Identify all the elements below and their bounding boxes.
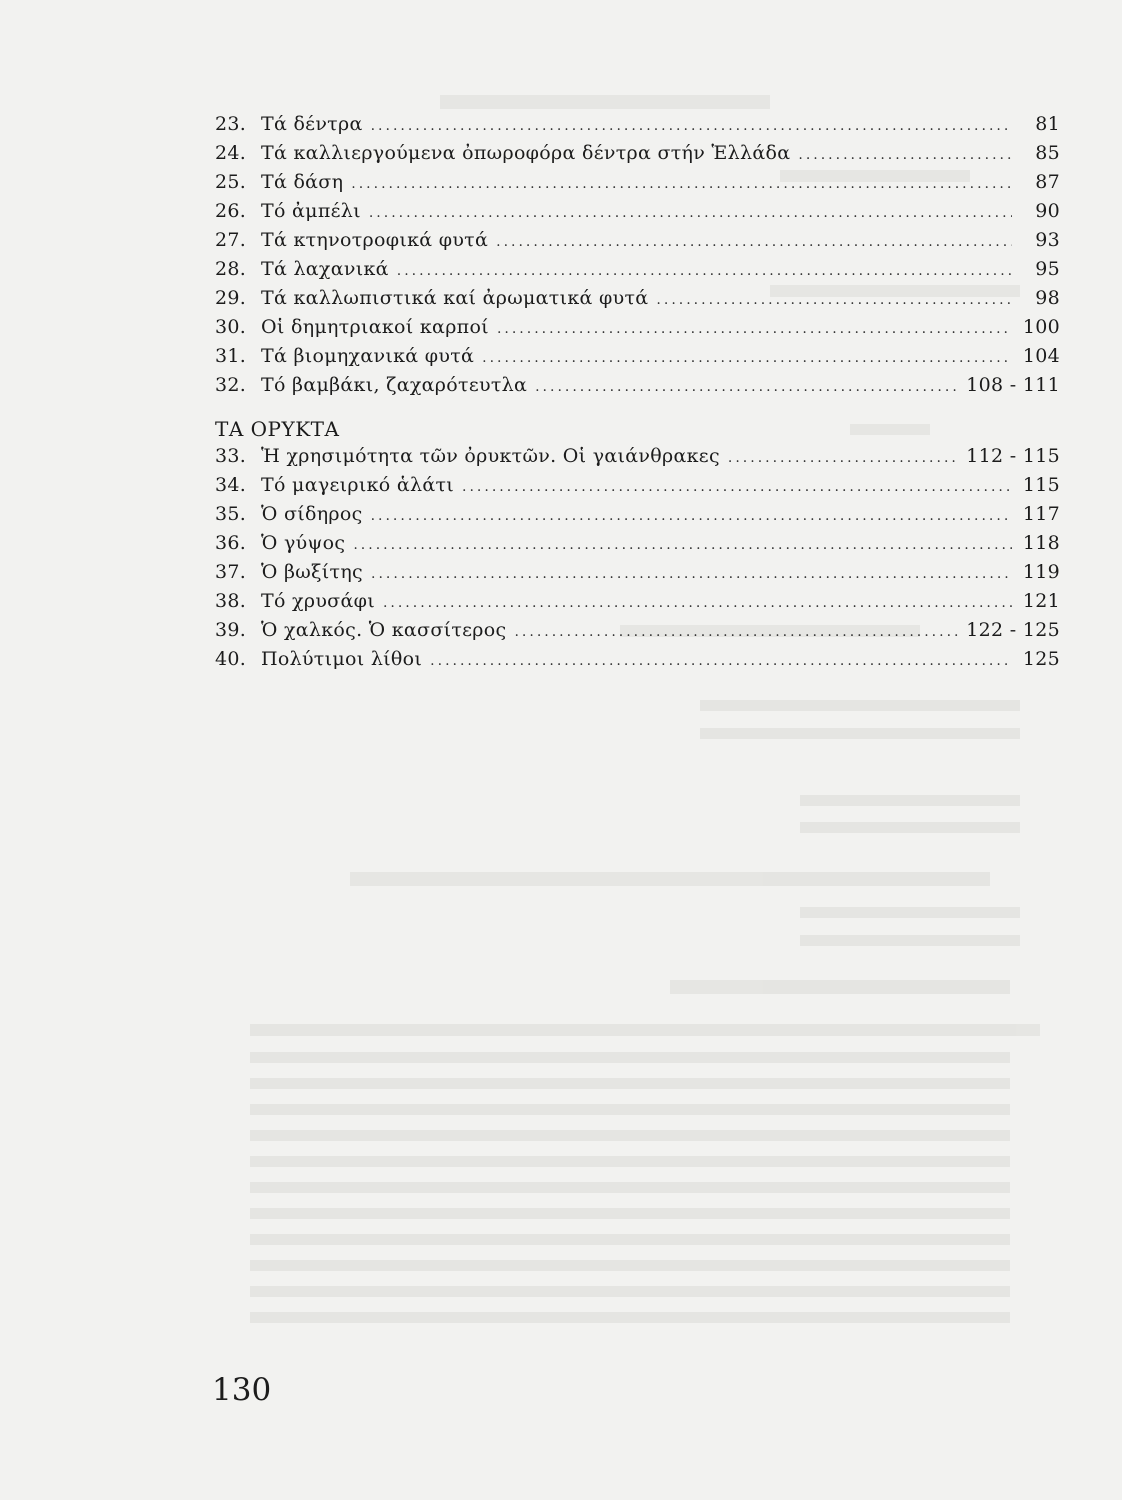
entry-number: 23. <box>215 113 247 135</box>
dot-leader <box>482 350 1012 366</box>
dot-leader <box>497 321 1012 337</box>
toc-entry <box>215 445 1060 474</box>
entry-number: 25. <box>215 171 247 193</box>
toc-entry <box>215 200 1060 229</box>
entry-page: 90 <box>1035 200 1060 222</box>
dot-leader <box>728 450 958 466</box>
entry-page: 122 - 125 <box>966 619 1060 641</box>
dot-leader <box>798 147 1012 163</box>
entry-title: Ἡ χρησιμότητα τῶν ὀρυκτῶν. Οἱ γαιάνθρακες <box>261 445 720 467</box>
entry-page: 85 <box>1035 142 1060 164</box>
entry-number: 37. <box>215 561 247 583</box>
entry-title: Ὁ χαλκός. Ὁ κασσίτερος <box>261 619 507 641</box>
toc-entry <box>215 503 1060 532</box>
entry-title: Τό βαμβάκι, ζαχαρότευτλα <box>261 374 528 396</box>
entry-title: Τό χρυσάφι <box>261 590 375 612</box>
entry-page: 117 <box>1022 503 1060 525</box>
entry-page: 87 <box>1035 171 1060 193</box>
entry-title: Τά καλλωπιστικά καί ἀρωματικά φυτά <box>261 287 649 309</box>
dot-leader <box>353 537 1012 553</box>
entry-title: Τά δέντρα <box>261 113 363 135</box>
entry-title: Οἱ δημητριακοί καρποί <box>261 316 489 338</box>
dot-leader <box>397 263 1012 279</box>
entry-page: 125 <box>1022 648 1060 670</box>
entry-title: Ὁ γύψος <box>261 532 346 554</box>
entry-page: 118 <box>1022 532 1060 554</box>
toc-entry <box>215 142 1060 171</box>
entry-title: Τά κτηνοτροφικά φυτά <box>261 229 489 251</box>
toc-entry <box>215 648 1060 677</box>
dot-leader <box>535 379 958 395</box>
entry-number: 31. <box>215 345 247 367</box>
toc-entry <box>215 590 1060 619</box>
section-heading: ΤΑ ΟΡΥΚΤΑ <box>215 417 340 441</box>
toc-entry <box>215 532 1060 561</box>
toc-entry <box>215 345 1060 374</box>
toc-entry <box>215 113 1060 142</box>
entry-title: Τό μαγειρικό ἁλάτι <box>261 474 455 496</box>
toc-entry <box>215 171 1060 200</box>
toc-entry <box>215 316 1060 345</box>
entry-number: 39. <box>215 619 247 641</box>
entry-number: 29. <box>215 287 247 309</box>
entry-number: 32. <box>215 374 247 396</box>
dot-leader <box>496 234 1012 250</box>
dot-leader <box>462 479 1012 495</box>
entry-title: Τό ἀμπέλι <box>261 200 361 222</box>
dot-leader <box>371 508 1012 524</box>
entry-title: Τά βιομηχανικά φυτά <box>261 345 475 367</box>
toc-entry <box>215 374 1060 403</box>
entry-number: 40. <box>215 648 247 670</box>
entry-number: 28. <box>215 258 247 280</box>
dot-leader <box>656 292 1012 308</box>
entry-title: Πολύτιμοι λίθοι <box>261 648 423 670</box>
entry-number: 33. <box>215 445 247 467</box>
toc-entry <box>215 474 1060 503</box>
entry-title: Ὁ βωξίτης <box>261 561 363 583</box>
entry-number: 26. <box>215 200 247 222</box>
toc-entry <box>215 287 1060 316</box>
entry-title: Ὁ σίδηρος <box>261 503 363 525</box>
dot-leader <box>371 118 1012 134</box>
dot-leader <box>383 595 1012 611</box>
entry-number: 24. <box>215 142 247 164</box>
dot-leader <box>351 176 1012 192</box>
entry-number: 34. <box>215 474 247 496</box>
entry-page: 81 <box>1035 113 1060 135</box>
entry-title: Τά καλλιεργούμενα ὀπωροφόρα δέντρα στήν Ἑλλάδα <box>261 142 791 164</box>
dot-leader <box>369 205 1012 221</box>
entry-page: 121 <box>1022 590 1060 612</box>
entry-page: 119 <box>1022 561 1060 583</box>
entry-page: 95 <box>1035 258 1060 280</box>
toc-entries-minerals <box>215 445 1060 677</box>
entry-page: 100 <box>1022 316 1060 338</box>
entry-title: Τά δάση <box>261 171 344 193</box>
entry-page: 104 <box>1022 345 1060 367</box>
page-number: 130 <box>212 1372 272 1408</box>
entry-page: 93 <box>1035 229 1060 251</box>
dot-leader <box>514 624 958 640</box>
entry-title: Τά λαχανικά <box>261 258 389 280</box>
toc-entry <box>215 561 1060 590</box>
entry-number: 35. <box>215 503 247 525</box>
toc-entry <box>215 229 1060 258</box>
entry-number: 36. <box>215 532 247 554</box>
toc-entry <box>215 619 1060 648</box>
entry-page: 115 <box>1022 474 1060 496</box>
entry-page: 108 - 111 <box>966 374 1060 396</box>
entry-number: 38. <box>215 590 247 612</box>
entry-page: 98 <box>1035 287 1060 309</box>
toc-entry <box>215 258 1060 287</box>
toc-entries-plants <box>215 113 1060 403</box>
dot-leader <box>430 653 1012 669</box>
entry-page: 112 - 115 <box>966 445 1060 467</box>
table-of-contents <box>215 113 1060 677</box>
entry-number: 27. <box>215 229 247 251</box>
entry-number: 30. <box>215 316 247 338</box>
dot-leader <box>371 566 1012 582</box>
